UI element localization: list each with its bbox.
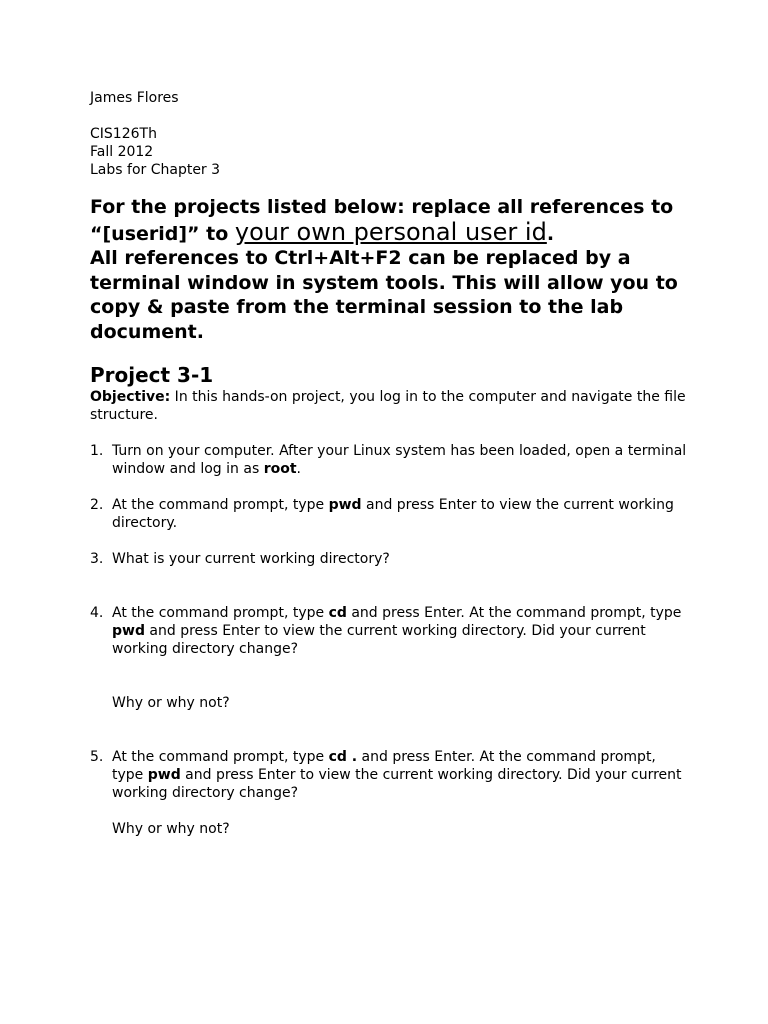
step-command: pwd bbox=[112, 623, 145, 639]
step-command: cd . bbox=[328, 749, 358, 765]
instructions-period: . bbox=[546, 222, 555, 245]
steps-list bbox=[90, 442, 690, 658]
step-text: . bbox=[296, 461, 301, 477]
document-page bbox=[90, 89, 690, 838]
step-text: At the command prompt, type bbox=[112, 497, 329, 513]
instructions-terminal-note: All references to Ctrl+Alt+F2 can be replaced by a terminal window in system tools. This will allow you to copy & paste from the terminal session to the lab document. bbox=[90, 247, 678, 343]
step-number: 5. bbox=[90, 749, 104, 765]
step-1 bbox=[90, 442, 690, 478]
step-text: and press Enter. At the command prompt, type bbox=[112, 749, 656, 783]
step-5-followup: Why or why not? bbox=[112, 821, 230, 837]
project-title: Project 3-1 bbox=[90, 363, 214, 387]
step-text: At the command prompt, type bbox=[112, 605, 329, 621]
step-text: What is your current working directory? bbox=[112, 551, 390, 567]
step-text: Turn on your computer. After your Linux system has been loaded, open a terminal window and log in as bbox=[112, 443, 687, 477]
objective-label: Objective: bbox=[90, 389, 171, 405]
step-5 bbox=[90, 748, 690, 802]
step-command: pwd bbox=[147, 767, 181, 783]
step-4-followup: Why or why not? bbox=[112, 695, 230, 711]
step-command: root bbox=[263, 461, 297, 477]
course-code: CIS126Th bbox=[90, 126, 157, 142]
instructions-block bbox=[90, 195, 690, 344]
step-text: At the command prompt, type bbox=[112, 749, 329, 765]
term: Fall 2012 bbox=[90, 144, 154, 160]
step-command: pwd bbox=[328, 497, 362, 513]
step-command: cd bbox=[328, 605, 347, 621]
project-objective bbox=[90, 388, 690, 424]
steps-list-continued bbox=[90, 748, 690, 802]
step-2 bbox=[90, 496, 690, 532]
step-4 bbox=[90, 604, 690, 658]
step-text: and press Enter. At the command prompt, type bbox=[346, 605, 682, 621]
step-number: 3. bbox=[90, 551, 104, 567]
document-header bbox=[90, 89, 690, 179]
step-3 bbox=[90, 550, 690, 568]
instructions-emphasis: your own personal user id bbox=[234, 217, 547, 246]
step-text: and press Enter to view the current working directory. Did your current working directory change? bbox=[112, 767, 682, 801]
step-text: and press Enter to view the current working directory. Did your current working directory change? bbox=[112, 623, 646, 657]
instructions-intro: For the projects listed below: replace all references to “[userid]” to bbox=[90, 196, 674, 245]
labs-title: Labs for Chapter 3 bbox=[90, 162, 221, 178]
author-name: James Flores bbox=[90, 90, 179, 106]
step-text: and press Enter to view the current working directory. bbox=[112, 497, 674, 531]
step-number: 4. bbox=[90, 605, 104, 621]
objective-text: In this hands-on project, you log in to the computer and navigate the file structure. bbox=[90, 389, 686, 423]
step-number: 2. bbox=[90, 497, 104, 513]
step-number: 1. bbox=[90, 443, 104, 459]
